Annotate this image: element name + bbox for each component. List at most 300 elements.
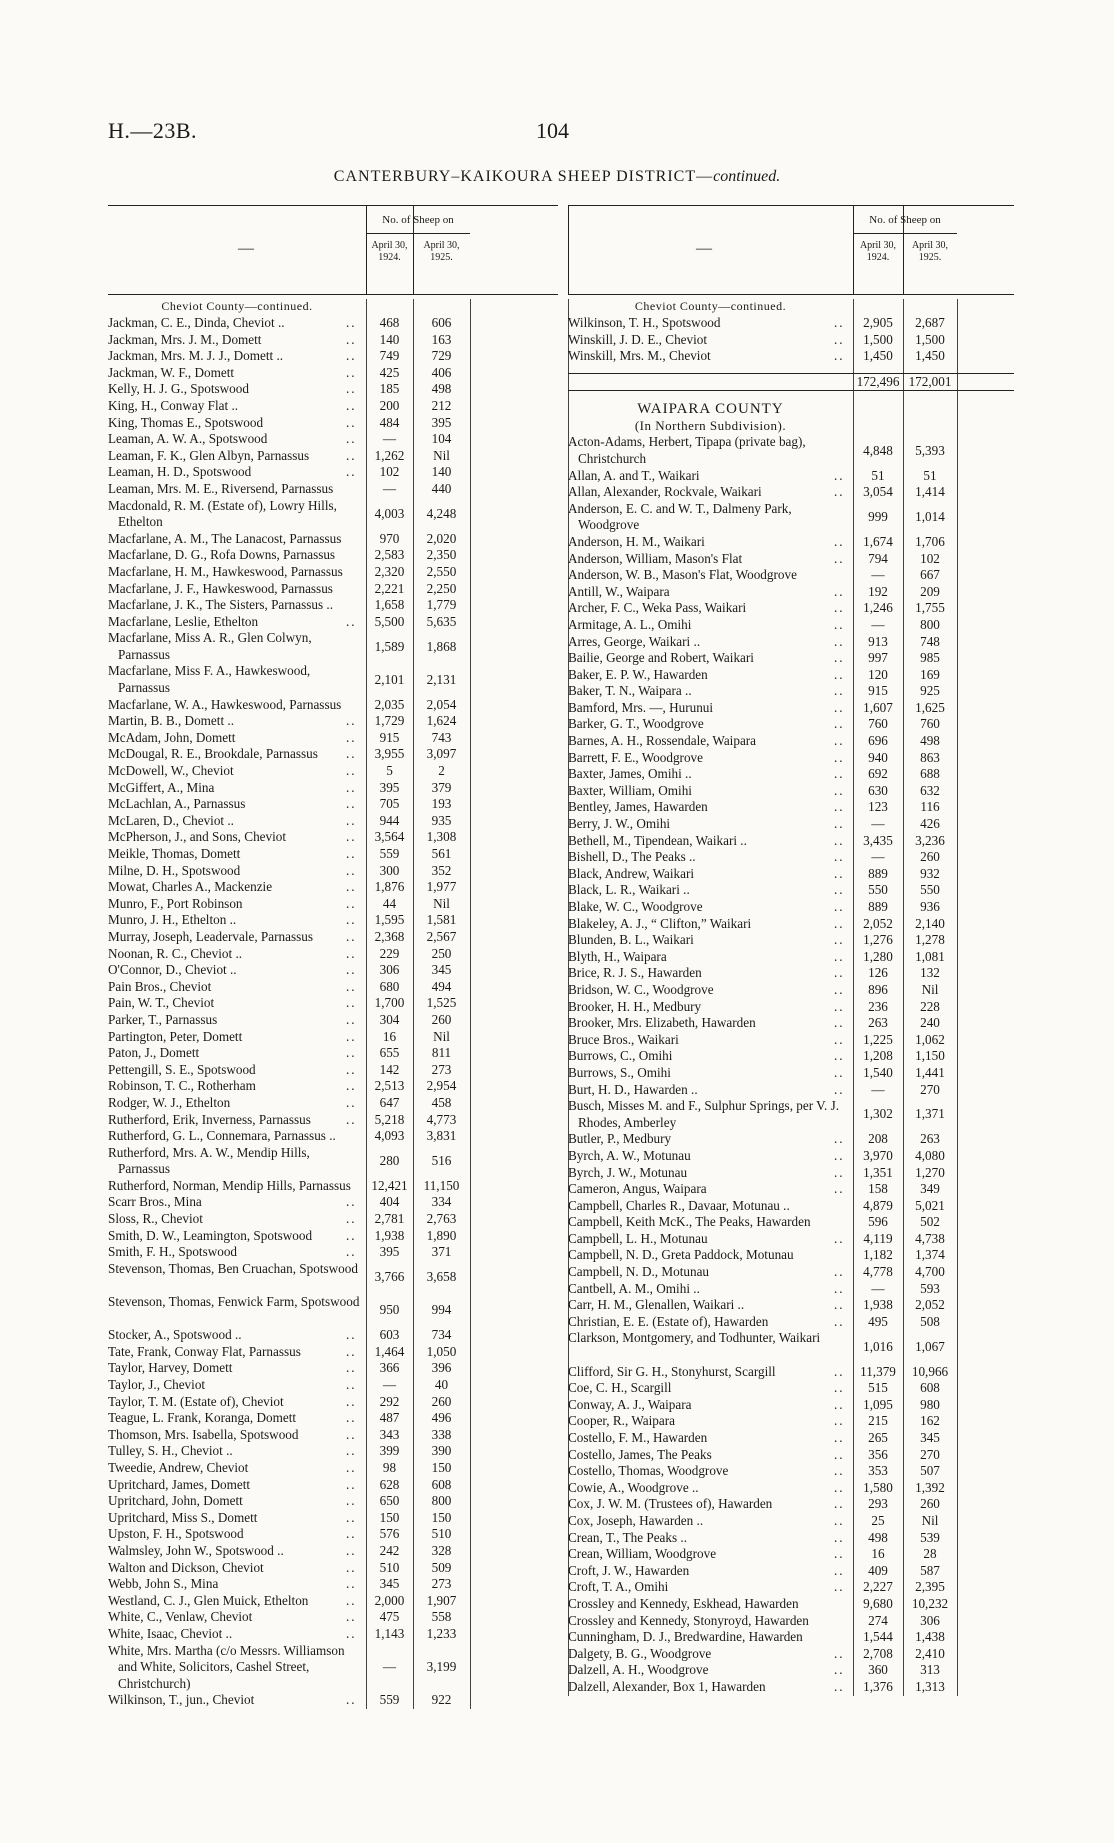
table-row [568, 799, 1014, 816]
sheep-1925: 116 [920, 799, 940, 815]
sheep-1924: 1,729 [374, 713, 405, 729]
sheep-1924: 1,276 [863, 932, 893, 948]
table-row [108, 1145, 558, 1178]
leader-dots: .. [346, 995, 357, 1011]
sheep-1925: 1,890 [426, 1227, 457, 1243]
leader-dots: .. [346, 729, 357, 745]
holder-name: Barrett, F. E., Woodgrove [568, 749, 703, 765]
sheep-1925: 345 [431, 962, 452, 978]
sheep-1924: 2,368 [374, 928, 405, 944]
sheep-1925: 2,410 [915, 1645, 945, 1661]
table-row [568, 1247, 1014, 1264]
sheep-1925: 10,232 [911, 1595, 949, 1611]
sheep-1925: 1,233 [426, 1625, 457, 1641]
sheep-1925: 2,350 [426, 547, 457, 563]
leader-dots: .. [346, 1542, 357, 1558]
table-row [568, 1496, 1014, 1513]
leader-dots: .. [834, 716, 845, 732]
table-row [108, 813, 558, 830]
table-row [108, 348, 558, 365]
table-row [568, 434, 1014, 467]
table-row [108, 1029, 558, 1046]
sheep-1924: 263 [868, 1015, 888, 1031]
leader-dots: .. [346, 397, 357, 413]
leader-dots: .. [346, 1459, 357, 1475]
holder-name: Costello, Thomas, Woodgrove [568, 1463, 729, 1479]
table-row [108, 464, 558, 481]
leader-dots: .. [346, 1227, 357, 1243]
sheep-1924: 343 [379, 1426, 400, 1442]
sheep-1925: 390 [431, 1443, 452, 1459]
sheep-1924: 399 [379, 1443, 400, 1459]
table-row [568, 634, 1014, 651]
holder-name: Jackman, C. E., Dinda, Cheviot .. [108, 315, 285, 330]
sheep-1924: 550 [868, 882, 888, 898]
sheep-1925: 345 [920, 1430, 940, 1445]
page-title [0, 168, 1114, 186]
sheep-1924: — [871, 567, 885, 583]
table-row [108, 763, 558, 780]
leader-dots: .. [346, 895, 357, 911]
sheep-1925: 743 [431, 729, 452, 745]
sheep-1924: 5,218 [374, 1111, 405, 1127]
table-row [108, 1643, 558, 1693]
sheep-1924: 2,000 [374, 1592, 405, 1608]
table-row [108, 1360, 558, 1377]
table-row [568, 1181, 1014, 1198]
table-row [568, 1480, 1014, 1497]
table-row [568, 1380, 1014, 1397]
holder-name: King, H., Conway Flat .. [108, 397, 239, 413]
sheep-1925: 10,966 [911, 1363, 949, 1379]
leader-dots: .. [834, 1380, 845, 1396]
sheep-1925: 2,052 [915, 1297, 945, 1313]
sheep-1924: 185 [379, 381, 400, 397]
holder-name: Taylor, J., Cheviot [108, 1377, 206, 1392]
holder-name: Bailie, George and Robert, Waikari [568, 650, 754, 666]
leader-dots: .. [346, 746, 357, 762]
table-row [568, 1048, 1014, 1065]
table-row [568, 484, 1014, 501]
holder-name: Bridson, W. C., Woodgrove [568, 981, 714, 997]
sheep-1925: Nil [433, 895, 450, 911]
holder-name: Murray, Joseph, Leadervale, Parnassus [108, 928, 313, 944]
sheep-1924: 366 [379, 1360, 400, 1376]
table-row [108, 597, 558, 614]
sheep-1925: 396 [431, 1360, 452, 1376]
leader-dots: .. [346, 846, 357, 861]
sheep-1925: 608 [431, 1476, 452, 1492]
sheep-1924: 705 [379, 796, 400, 812]
sheep-1925: 1,371 [915, 1106, 945, 1122]
sheep-1925: 925 [920, 683, 940, 699]
table-row [568, 1447, 1014, 1464]
sheep-1924: 395 [379, 1244, 400, 1260]
sheep-1924: 647 [379, 1094, 400, 1110]
sheep-1925: 498 [920, 733, 940, 749]
holder-name: Dalzell, Alexander, Box 1, Hawarden [568, 1678, 766, 1694]
table-row [568, 315, 1014, 332]
leader-dots: .. [834, 1678, 845, 1694]
sheep-1924: 409 [868, 1562, 888, 1578]
holder-name: Walmsley, John W., Spotswood .. [108, 1542, 284, 1558]
sheep-1925: 193 [431, 796, 452, 812]
section-heading: Cheviot County—continued. [634, 299, 787, 313]
table-row [568, 551, 1014, 568]
sheep-1924: 123 [868, 799, 888, 815]
sheep-1924: 2,101 [374, 671, 405, 687]
sheep-1924: 1,876 [374, 879, 405, 895]
holder-name: Christian, E. E. (Estate of), Hawarden [568, 1313, 769, 1329]
sheep-1924: 2,905 [863, 315, 893, 330]
sheep-1924: 51 [871, 467, 885, 483]
table-row [108, 730, 558, 747]
table-row [568, 1082, 1014, 1099]
holder-name: Leaman, H. D., Spotswood [108, 464, 252, 480]
table-row [568, 1198, 1014, 1215]
table-row [108, 1078, 558, 1095]
leader-dots: .. [834, 849, 845, 865]
sheep-1925: 2,131 [426, 671, 457, 687]
table-row [568, 650, 1014, 667]
holder-name: McPherson, J., and Sons, Cheviot [108, 829, 287, 845]
leader-dots: .. [834, 1529, 845, 1545]
holder-name: Crossley and Kennedy, Eskhead, Hawarden [568, 1595, 799, 1611]
sheep-1924: 4,119 [863, 1230, 893, 1246]
leader-dots: .. [346, 1360, 357, 1376]
holder-name: Jackman, W. F., Domett [108, 364, 235, 380]
holder-name: Blakeley, A. J., “ Clifton,” Waikari [568, 915, 752, 931]
leader-dots: .. [346, 1509, 357, 1525]
sheep-1924: 1,225 [863, 1031, 893, 1047]
holder-name: Burrows, C., Omihi [568, 1048, 673, 1064]
sheep-1925: 1,977 [426, 879, 457, 895]
leader-dots: .. [834, 1297, 845, 1313]
sheep-1925: 508 [920, 1313, 940, 1329]
sheep-1925: 632 [920, 782, 940, 798]
sheep-1924: 425 [379, 364, 400, 380]
leader-dots: .. [346, 1011, 357, 1027]
sheep-1925: 5,635 [426, 613, 457, 629]
table-row [108, 1576, 558, 1593]
holder-name: Smith, F. H., Spotswood [108, 1244, 238, 1260]
leader-dots: .. [346, 315, 357, 330]
holder-name: Blake, W. C., Woodgrove [568, 899, 703, 914]
sheep-1925: 516 [431, 1152, 452, 1168]
sheep-1924: 1,500 [863, 331, 893, 347]
sheep-1925: 922 [431, 1692, 452, 1708]
sheep-1924: 102 [379, 464, 400, 480]
sheep-1924: 950 [379, 1302, 400, 1318]
table-row [108, 1543, 558, 1560]
year-1924-header: April 30, 1924. [859, 240, 897, 263]
holder-name: Croft, T. A., Omihi [568, 1579, 669, 1595]
table-row [568, 332, 1014, 349]
holder-name: Cooper, R., Waipara [568, 1413, 675, 1429]
holder-name: Macfarlane, Miss A. R., Glen Colwyn, Parnassus [108, 630, 312, 662]
sheep-1925: 132 [920, 965, 940, 981]
table-row [108, 1593, 558, 1610]
table-row [108, 929, 558, 946]
sheep-1924: 2,227 [863, 1579, 893, 1595]
table-row [108, 780, 558, 797]
leader-dots: .. [834, 1313, 845, 1329]
sheep-1924: 495 [868, 1313, 888, 1329]
holder-name: Tulley, S. H., Cheviot .. [108, 1443, 233, 1459]
table-row [568, 1364, 1014, 1381]
sheep-1925: 1,150 [915, 1048, 945, 1064]
holder-name: Baxter, James, Omihi .. [568, 766, 692, 782]
sheep-1924: 3,970 [863, 1147, 893, 1163]
holder-name: Webb, John S., Mina [108, 1576, 219, 1592]
holder-name: Cox, J. W. M. (Trustees of), Hawarden [568, 1496, 773, 1512]
sheep-1925: 3,199 [426, 1659, 457, 1675]
holder-name: Dalgety, B. G., Woodgrove [568, 1645, 712, 1661]
sheep-1925: 379 [431, 779, 452, 795]
holder-name: Upritchard, Miss S., Domett [108, 1509, 258, 1525]
total-1925: 172,001 [908, 373, 952, 389]
sheep-1925: 150 [431, 1459, 452, 1475]
holder-name: McLaren, D., Cheviot .. [108, 812, 234, 828]
table-row [108, 1377, 558, 1394]
sheep-1925: 1,067 [915, 1338, 945, 1354]
table-row [108, 896, 558, 913]
sheep-1925: 507 [920, 1463, 940, 1479]
sheep-1924: 913 [868, 633, 888, 649]
sheep-1924: 5 [386, 763, 393, 779]
table-row [568, 1463, 1014, 1480]
table-row [568, 1231, 1014, 1248]
sheep-1925: 2,250 [426, 580, 457, 596]
leader-dots: .. [834, 550, 845, 566]
holder-name: Bruce Bros., Waikari [568, 1031, 679, 1047]
table-row [568, 783, 1014, 800]
holder-name: Upritchard, John, Domett [108, 1493, 243, 1509]
leader-dots: .. [834, 733, 845, 749]
waipara-county-subheading: (In Northern Subdivision). [634, 418, 787, 434]
sheep-1924: — [382, 431, 397, 447]
sheep-1925: 2,550 [426, 563, 457, 579]
sheep-1925: 5,021 [915, 1197, 945, 1213]
sheep-1924: 997 [868, 650, 888, 666]
holder-name: Macfarlane, H. M., Hawkeswood, Parnassus [108, 563, 343, 579]
sheep-1924: 1,607 [863, 699, 893, 715]
leader-dots: .. [834, 1446, 845, 1462]
table-row [568, 999, 1014, 1016]
sheep-1924: 1,262 [374, 447, 405, 463]
sheep-1925: 163 [431, 331, 452, 347]
table-row [108, 879, 558, 896]
sheep-1925: 102 [920, 550, 940, 566]
sheep-1924: 215 [868, 1413, 888, 1429]
holder-name: Bentley, James, Hawarden [568, 799, 708, 815]
leader-dots: .. [834, 315, 845, 330]
holder-name: Jackman, Mrs. J. M., Domett [108, 331, 262, 347]
leader-dots: .. [834, 1562, 845, 1578]
sheep-1925: 2,567 [426, 928, 457, 944]
table-row [108, 995, 558, 1012]
sheep-1925: 1,062 [915, 1031, 945, 1047]
leader-dots: .. [834, 1363, 845, 1379]
sheep-1924: 970 [379, 530, 400, 546]
table-row [108, 1128, 558, 1145]
leader-dots: .. [834, 1230, 845, 1246]
table-row [108, 1194, 558, 1211]
sheep-1925: Nil [433, 1028, 450, 1044]
leader-dots: .. [346, 1045, 357, 1061]
leader-dots: .. [834, 1064, 845, 1080]
table-row [108, 1095, 558, 1112]
left-table-body [108, 299, 558, 1709]
sheep-1925: 561 [431, 846, 452, 861]
table-row [108, 1443, 558, 1460]
holder-name: Rutherford, Erik, Inverness, Parnassus [108, 1111, 311, 1127]
holder-name: Upston, F. H., Spotswood [108, 1526, 244, 1542]
holder-name: Winskill, J. D. E., Cheviot [568, 331, 708, 347]
sheep-1925: 2,395 [915, 1579, 945, 1595]
sheep-1924: 1,246 [863, 600, 893, 616]
sheep-1925: 1,450 [915, 348, 945, 364]
leader-dots: .. [834, 1430, 845, 1445]
table-row [108, 1062, 558, 1079]
holder-name: Thomson, Mrs. Isabella, Spotswood [108, 1426, 299, 1442]
leader-dots: .. [346, 1194, 357, 1210]
sheep-1924: 1,544 [863, 1629, 893, 1645]
table-row [108, 630, 558, 663]
leader-dots: .. [834, 882, 845, 898]
sheep-1925: 2,140 [915, 915, 945, 931]
name-column-header: — [696, 240, 712, 257]
holder-name: Cameron, Angus, Waipara [568, 1181, 707, 1197]
sheep-1924: 142 [379, 1061, 400, 1077]
leader-dots: .. [346, 1343, 357, 1359]
table-row [568, 733, 1014, 750]
table-row [108, 614, 558, 631]
table-row [568, 932, 1014, 949]
waipara-county-heading: WAIPARA COUNTY [637, 401, 784, 418]
leader-dots: .. [834, 683, 845, 699]
holder-name: Taylor, Harvey, Domett [108, 1360, 233, 1376]
table-row [568, 348, 1014, 365]
leader-dots: .. [834, 666, 845, 682]
holder-name: Kelly, H. J. G., Spotswood [108, 381, 249, 397]
leader-dots: .. [834, 1396, 845, 1412]
sheep-1924: 306 [379, 962, 400, 978]
leader-dots: .. [346, 812, 357, 828]
sheep-1925: 1,374 [915, 1247, 945, 1263]
sheep-1925: 496 [431, 1410, 452, 1426]
table-row [108, 547, 558, 564]
holder-name: Burrows, S., Omihi [568, 1064, 671, 1080]
sheep-1924: 12,421 [371, 1177, 408, 1193]
sheep-1924: — [382, 480, 397, 496]
table-row [568, 1297, 1014, 1314]
sheep-1924: 360 [868, 1662, 888, 1678]
right-table-body [568, 299, 1014, 1696]
leader-dots: .. [834, 766, 845, 782]
table-row [568, 1530, 1014, 1547]
leader-dots: .. [346, 1476, 357, 1492]
holder-name: Leaman, Mrs. M. E., Riversend, Parnassus [108, 480, 334, 496]
table-row [108, 1344, 558, 1361]
sheep-1924: 280 [379, 1152, 400, 1168]
table-row [568, 1579, 1014, 1596]
table-row [568, 1032, 1014, 1049]
table-row [568, 1131, 1014, 1148]
sheep-1925: 51 [923, 467, 937, 483]
holder-name: Upritchard, James, Domett [108, 1476, 251, 1492]
sheep-1925: 328 [431, 1542, 452, 1558]
sheep-1924: 628 [379, 1476, 400, 1492]
sheep-1925: 28 [923, 1546, 937, 1562]
sheep-1925: 273 [431, 1576, 452, 1592]
leader-dots: .. [834, 981, 845, 997]
table-row [108, 697, 558, 714]
sheep-1924: 3,955 [374, 746, 405, 762]
sheep-1925: 458 [431, 1094, 452, 1110]
leader-dots: .. [346, 1576, 357, 1592]
sheep-1925: 395 [431, 414, 452, 430]
holder-name: McLachlan, A., Parnassus [108, 796, 246, 812]
table-row [108, 1228, 558, 1245]
leader-dots: .. [834, 1015, 845, 1031]
sheep-1924: 353 [868, 1463, 888, 1479]
holder-name: Blunden, B. L., Waikari [568, 932, 694, 948]
leader-dots: .. [834, 633, 845, 649]
sheep-1924: 16 [382, 1028, 397, 1044]
leader-dots: .. [346, 879, 357, 895]
holder-name: Paton, J., Domett [108, 1045, 200, 1061]
sheep-1925: 1,441 [915, 1064, 945, 1080]
sheep-1924: 576 [379, 1526, 400, 1542]
sheep-1924: 140 [379, 331, 400, 347]
sheep-1924: 1,302 [863, 1106, 893, 1122]
leader-dots: .. [834, 1181, 845, 1197]
leader-dots: .. [346, 414, 357, 430]
holder-name: Taylor, T. M. (Estate of), Cheviot [108, 1393, 284, 1409]
sheep-1924: 692 [868, 766, 888, 782]
holder-name: Macfarlane, D. G., Rofa Downs, Parnassus [108, 547, 336, 563]
leader-dots: .. [834, 932, 845, 948]
sheep-1924: — [871, 816, 885, 832]
holder-name: Macfarlane, Miss F. A., Hawkeswood, Parnassus [108, 663, 311, 696]
sheep-1925: 748 [920, 633, 940, 649]
sheep-1925: 1,907 [426, 1592, 457, 1608]
holder-name: Wilkinson, T., jun., Cheviot [108, 1692, 255, 1708]
table-row [108, 1327, 558, 1344]
sheep-1925: 140 [431, 464, 452, 480]
holder-name: Macdonald, R. M. (Estate of), Lowry Hills, Ethelton [108, 497, 337, 530]
sheep-1924: 292 [379, 1393, 400, 1409]
table-row [108, 1211, 558, 1228]
sheep-1924: 596 [868, 1214, 888, 1230]
leader-dots: .. [834, 1164, 845, 1180]
holder-name: Baker, E. P. W., Hawarden [568, 666, 708, 682]
holder-name: Busch, Misses M. and F., Sulphur Springs, per V. J. Rhodes, Amberley [568, 1098, 840, 1130]
holder-name: Conway, A. J., Waipara [568, 1396, 692, 1412]
sheep-1925: 5,393 [915, 442, 945, 458]
leader-dots: .. [346, 1410, 357, 1426]
holder-name: Bishell, D., The Peaks .. [568, 849, 696, 865]
holder-name: Allan, A. and T., Waikari [568, 467, 700, 483]
year-1925-header: April 30, 1925. [423, 240, 460, 263]
sheep-1924: 655 [379, 1045, 400, 1061]
sheep-1925: 440 [431, 480, 452, 496]
holder-name: Carr, H. M., Glenallen, Waikari .. [568, 1297, 745, 1313]
holder-name: Stocker, A., Spotswood .. [108, 1327, 242, 1343]
holder-name: Crean, William, Woodgrove [568, 1546, 717, 1562]
name-column-header: — [238, 240, 254, 257]
